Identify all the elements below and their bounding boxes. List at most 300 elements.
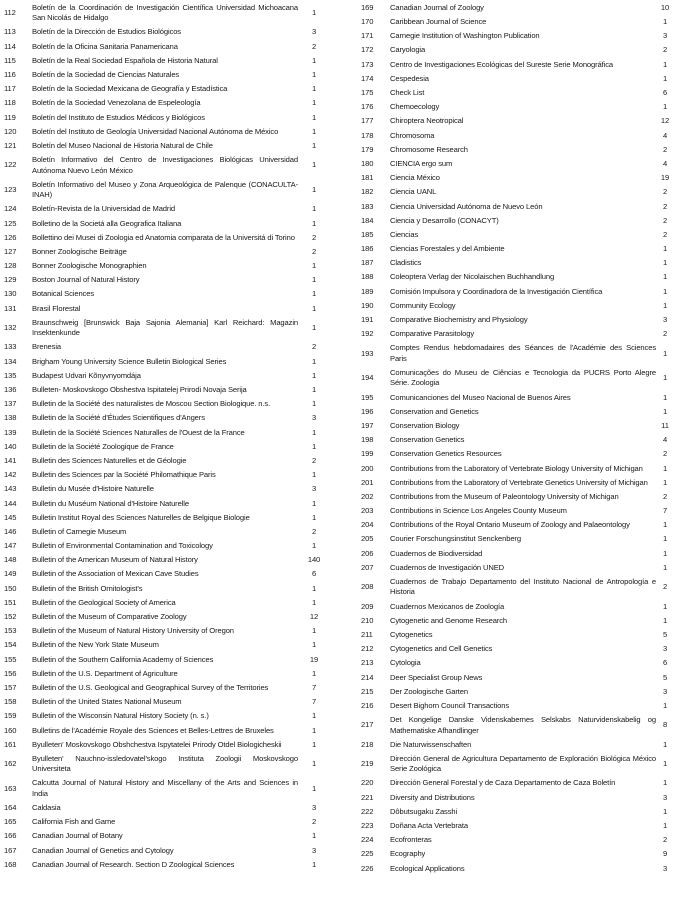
- journal-title: Bulletin of the New York State Museum: [32, 640, 159, 650]
- row-number: 186: [361, 244, 374, 254]
- row-number: 137: [4, 399, 17, 409]
- record-count: 1: [311, 626, 317, 636]
- journal-title: California Fish and Game: [32, 817, 116, 827]
- record-count: 1: [662, 778, 668, 788]
- table-row: [337, 819, 674, 833]
- table-row: [0, 497, 330, 511]
- table-row: [337, 157, 674, 171]
- table-row: [0, 178, 330, 203]
- journal-title: Chiroptera Neotropical: [390, 116, 464, 126]
- row-number: 220: [361, 778, 374, 788]
- record-count: 3: [662, 31, 668, 41]
- record-count: 1: [311, 84, 317, 94]
- record-count: 2: [311, 41, 317, 51]
- table-row: [337, 628, 674, 642]
- table-row: [337, 100, 674, 114]
- table-row: [0, 454, 330, 468]
- table-row: [337, 143, 674, 157]
- table-row: [337, 256, 674, 270]
- table-row: [337, 44, 674, 58]
- record-count: 2: [311, 232, 317, 242]
- journal-title: Community Ecology: [390, 300, 456, 310]
- row-number: 214: [361, 672, 374, 682]
- row-number: 179: [361, 144, 374, 154]
- record-count: 1: [311, 184, 317, 194]
- row-number: 162: [4, 759, 17, 769]
- table-row: [0, 844, 330, 858]
- row-number: 152: [4, 612, 17, 622]
- record-count: 1: [662, 548, 668, 558]
- row-number: 146: [4, 526, 17, 536]
- record-count: 5: [662, 629, 668, 639]
- table-row: [0, 582, 330, 596]
- table-row: [337, 848, 674, 862]
- row-number: 210: [361, 615, 374, 625]
- table-row: [0, 482, 330, 496]
- record-count: 1: [662, 739, 668, 749]
- journal-title: Calcutta Journal of Natural History and Miscellany of the Arts and Sciences in India: [32, 778, 298, 798]
- journal-title: Canadian Journal of Zoology: [390, 2, 484, 12]
- journal-title: Ciencia México: [390, 173, 440, 183]
- table-row: [337, 533, 674, 547]
- journal-title: Ecological Applications: [390, 863, 465, 873]
- journal-title: Dirección General de Agricultura Departamento de Exploración Biológica México Serie Zoológica: [390, 753, 656, 774]
- table-row: [337, 285, 674, 299]
- table-row: [0, 231, 330, 245]
- row-number: 188: [361, 272, 374, 282]
- row-number: 135: [4, 370, 17, 380]
- journal-title: Comptes Rendus hebdomadaires des Séances de l'Académie des Sciences Paris: [390, 343, 656, 363]
- record-count: 1: [311, 859, 317, 869]
- journal-title: Coleoptera Verlag der Nicolaischen Buchhandlung: [390, 272, 555, 282]
- record-count: 1: [662, 272, 668, 282]
- journal-title: Cuadernos Mexicanos de Zoología: [390, 601, 505, 611]
- journal-title: Contributions from the Laboratory of Vertebrate Genetics University of Michigan: [390, 477, 648, 487]
- table-row: [0, 830, 330, 844]
- record-count: 6: [662, 88, 668, 98]
- record-count: 1: [311, 399, 317, 409]
- table-row: [0, 801, 330, 815]
- row-number: 140: [4, 441, 17, 451]
- row-number: 127: [4, 246, 17, 256]
- journal-title: Botanical Sciences: [32, 289, 95, 299]
- row-number: 206: [361, 548, 374, 558]
- record-count: 2: [662, 449, 668, 459]
- journal-title: Contributions in Science Los Angeles County Museum: [390, 506, 567, 516]
- record-count: 12: [309, 612, 319, 622]
- table-row: [0, 653, 330, 667]
- journal-title: Check List: [390, 88, 425, 98]
- row-number: 211: [361, 629, 373, 639]
- record-count: 1: [311, 739, 317, 749]
- journal-title: Boletín de la Oficina Sanitaria Panamericana: [32, 41, 178, 51]
- record-count: 1: [311, 470, 317, 480]
- table-row: [337, 171, 674, 185]
- record-count: 1: [662, 392, 668, 402]
- record-count: 1: [311, 356, 317, 366]
- row-number: 159: [4, 711, 17, 721]
- table-row: [337, 433, 674, 447]
- record-count: 1: [311, 498, 317, 508]
- row-number: 176: [361, 102, 374, 112]
- record-count: 1: [311, 275, 317, 285]
- row-number: 145: [4, 512, 17, 522]
- journal-title: Canadian Journal of Botany: [32, 831, 123, 841]
- row-number: 139: [4, 427, 17, 437]
- row-number: 129: [4, 275, 17, 285]
- row-number: 172: [361, 45, 374, 55]
- row-number: 134: [4, 356, 17, 366]
- record-count: 2: [662, 45, 668, 55]
- row-number: 205: [361, 534, 374, 544]
- record-count: 1: [311, 55, 317, 65]
- journal-title: Bulletin of the Association of Mexican Cave Studies: [32, 569, 199, 579]
- journal-title: Bulletin of the U.S. Department of Agriculture: [32, 668, 178, 678]
- record-count: 1: [311, 140, 317, 150]
- journal-title: Bulletin of the U.S. Geological and Geographical Survey of the Territories: [32, 682, 269, 692]
- record-count: 7: [662, 506, 668, 516]
- record-count: 1: [662, 59, 668, 69]
- row-number: 158: [4, 697, 17, 707]
- journal-title: Conservation Genetics Resources: [390, 449, 502, 459]
- row-number: 149: [4, 569, 17, 579]
- row-number: 115: [4, 55, 16, 65]
- row-number: 216: [361, 700, 374, 710]
- row-number: 164: [4, 803, 17, 813]
- table-row: [337, 738, 674, 752]
- record-count: 3: [311, 803, 317, 813]
- record-count: 2: [311, 526, 317, 536]
- table-row: [337, 299, 674, 313]
- table-row: [337, 805, 674, 819]
- journal-title: Cytogenetics and Cell Genetics: [390, 644, 493, 654]
- record-count: 6: [311, 569, 317, 579]
- table-row: [0, 724, 330, 738]
- table-row: [0, 777, 330, 802]
- record-count: 11: [661, 420, 669, 430]
- table-row: [0, 383, 330, 397]
- journal-title: Deer Specialist Group News: [390, 672, 483, 682]
- table-row: [0, 217, 330, 231]
- record-count: 2: [311, 342, 317, 352]
- row-number: 187: [361, 258, 374, 268]
- table-row: [337, 561, 674, 575]
- row-number: 195: [361, 392, 374, 402]
- table-row: [337, 642, 674, 656]
- row-number: 133: [4, 342, 17, 352]
- record-count: 1: [662, 373, 668, 383]
- journal-title: Bulletin Institut Royal des Sciences Naturelles de Belgique Biologie: [32, 512, 250, 522]
- table-row: [0, 40, 330, 54]
- row-number: 113: [4, 27, 16, 37]
- table-row: [0, 468, 330, 482]
- record-count: 1: [662, 406, 668, 416]
- table-row: [337, 115, 674, 129]
- record-count: 1: [311, 583, 317, 593]
- journal-title: Boletín-Revista de la Universidad de Madrid: [32, 204, 175, 214]
- record-count: 1: [662, 348, 668, 358]
- journal-title: Comunicanciones del Museo Nacional de Buenos Aires: [390, 392, 571, 402]
- table-row: [0, 397, 330, 411]
- record-count: 4: [662, 435, 668, 445]
- journal-title: Ciencias Forestales y del Ambiente: [390, 244, 505, 254]
- row-number: 184: [361, 215, 374, 225]
- table-row: [337, 614, 674, 628]
- journal-title: Cytologia: [390, 658, 421, 668]
- row-number: 151: [4, 597, 17, 607]
- table-row: [0, 97, 330, 111]
- journal-title: Boletín de la Sociedad Venezolana de Espeleología: [32, 98, 201, 108]
- journal-title: Dôbutsugaku Zasshi: [390, 806, 458, 816]
- table-row: [0, 82, 330, 96]
- table-row: [0, 440, 330, 454]
- journal-title: Conservation Biology: [390, 420, 460, 430]
- journal-title: Cuadernos de Investigación UNED: [390, 562, 505, 572]
- record-count: 1: [311, 711, 317, 721]
- record-count: 1: [662, 759, 668, 769]
- journal-title: Conservation and Genetics: [390, 406, 479, 416]
- journal-title: Bulletin of Carnegie Museum: [32, 526, 127, 536]
- journal-title: Centro de Investigaciones Ecológicas del Sureste Serie Monográfica: [390, 59, 613, 69]
- record-count: 1: [311, 160, 317, 170]
- journal-title: Det Kongelige Danske Videnskabernes Selskabs Naturvidenskabelig og Mathematiske Afhandlinger: [390, 715, 656, 735]
- record-count: 2: [311, 246, 317, 256]
- record-count: 8: [662, 720, 668, 730]
- record-count: 2: [662, 582, 668, 592]
- table-row: [337, 185, 674, 199]
- record-count: 1: [311, 204, 317, 214]
- table-row: [0, 302, 330, 316]
- row-number: 163: [4, 783, 17, 793]
- row-number: 118: [4, 98, 16, 108]
- table-row: [0, 511, 330, 525]
- table-row: [337, 462, 674, 476]
- table-row: [0, 610, 330, 624]
- journal-title: Bulletin of the Geological Society of America: [32, 597, 176, 607]
- table-row: [0, 709, 330, 723]
- record-count: 1: [311, 640, 317, 650]
- record-count: 2: [662, 201, 668, 211]
- record-count: 1: [311, 759, 317, 769]
- row-number: 203: [361, 506, 374, 516]
- table-row: [337, 391, 674, 405]
- journal-title: Boletín del Instituto de Geología Universidad Nacional Autónoma de México: [32, 126, 279, 136]
- record-count: 1: [311, 261, 317, 271]
- row-number: 194: [361, 373, 374, 383]
- row-number: 183: [361, 201, 374, 211]
- record-count: 3: [311, 484, 317, 494]
- journal-title: Bulletin de la Société Sciences Naturalles de l'Ouest de la France: [32, 427, 245, 437]
- journal-title: Ecography: [390, 849, 426, 859]
- table-row: [337, 699, 674, 713]
- table-row: [0, 752, 330, 777]
- journal-title: Bonner Zoologische Beiträge: [32, 246, 127, 256]
- record-count: 1: [662, 300, 668, 310]
- row-number: 191: [361, 315, 374, 325]
- row-number: 170: [361, 17, 374, 27]
- table-row: [0, 111, 330, 125]
- record-count: 3: [662, 315, 668, 325]
- journal-title: Comparative Parasitology: [390, 329, 475, 339]
- journal-title: Byulleten' Moskovskogo Obshchestva Ispytatelei Prirody Otdel Biologicheskii: [32, 739, 282, 749]
- record-count: 1: [311, 370, 317, 380]
- row-number: 182: [361, 187, 374, 197]
- table-row: [0, 568, 330, 582]
- row-number: 177: [361, 116, 374, 126]
- row-number: 167: [4, 845, 17, 855]
- record-count: 6: [662, 658, 668, 668]
- table-row: [337, 15, 674, 29]
- table-row: [0, 54, 330, 68]
- row-number: 150: [4, 583, 17, 593]
- row-number: 213: [361, 658, 374, 668]
- journal-title: Brigham Young University Science Bulletin Biological Series: [32, 356, 227, 366]
- journal-title: Bulletin of the British Ornitologist's: [32, 583, 143, 593]
- row-number: 217: [361, 720, 374, 730]
- journal-title: Der Zoologische Garten: [390, 686, 468, 696]
- table-row: [337, 575, 674, 600]
- journal-table-right-column: [337, 1, 674, 876]
- journal-title: Chemoecology: [390, 102, 440, 112]
- record-count: 1: [662, 477, 668, 487]
- record-count: 1: [311, 385, 317, 395]
- record-count: 1: [311, 668, 317, 678]
- table-row: [0, 153, 330, 178]
- journal-title: Canadian Journal of Research. Section D Zoological Sciences: [32, 859, 235, 869]
- row-number: 165: [4, 817, 17, 827]
- record-count: 2: [662, 229, 668, 239]
- record-count: 3: [311, 27, 317, 37]
- journal-title: Braunschweig [Brunswick Baja Sajonia Alemania] Karl Reichard: Magazin Insektenkunde: [32, 317, 298, 338]
- record-count: 1: [311, 289, 317, 299]
- row-number: 120: [4, 126, 17, 136]
- journal-title: Comunicações do Museu de Ciências e Tecnologia da PUCRS Porto Alegre Série. Zoologia: [390, 367, 656, 388]
- record-count: 1: [311, 783, 317, 793]
- table-row: [337, 833, 674, 847]
- table-row: [0, 667, 330, 681]
- journal-title: CIENCIA ergo sum: [390, 158, 453, 168]
- record-count: 3: [662, 792, 668, 802]
- table-row: [337, 656, 674, 670]
- row-number: 222: [361, 806, 374, 816]
- row-number: 208: [361, 582, 374, 592]
- table-row: [0, 125, 330, 139]
- record-count: 2: [662, 491, 668, 501]
- journal-title: Bulletin des Sciences Naturelles et de Géologie: [32, 455, 187, 465]
- record-count: 1: [662, 73, 668, 83]
- table-row: [337, 518, 674, 532]
- record-count: 2: [662, 144, 668, 154]
- table-row: [337, 447, 674, 461]
- row-number: 169: [361, 2, 374, 12]
- journal-title: Courier Forschungsinstitut Senckenberg: [390, 534, 521, 544]
- journal-title: Bulletin of the Museum of Natural History University of Oregon: [32, 626, 234, 636]
- journal-title: Cuadernos de Biodiversidad: [390, 548, 483, 558]
- journal-title: Doñana Acta Vertebrata: [390, 821, 468, 831]
- row-number: 144: [4, 498, 17, 508]
- record-count: 2: [311, 817, 317, 827]
- row-number: 128: [4, 261, 17, 271]
- table-row: [337, 200, 674, 214]
- record-count: 3: [662, 644, 668, 654]
- row-number: 218: [361, 739, 374, 749]
- row-number: 204: [361, 520, 374, 530]
- table-row: [337, 342, 674, 367]
- journal-title: Budapest Udvari Kõnyvnyomdája: [32, 370, 141, 380]
- journal-title: Ciencias: [390, 229, 419, 239]
- journal-title: Bulletin de la Société Zoologique de France: [32, 441, 174, 451]
- row-number: 130: [4, 289, 17, 299]
- record-count: 3: [662, 863, 668, 873]
- record-count: 1: [662, 244, 668, 254]
- journal-title: Bulleten- Moskovskogo Obshestva Ispitatelej Prirodi Novaja Serija: [32, 385, 247, 395]
- journal-title: Caldasia: [32, 803, 61, 813]
- table-row: [337, 1, 674, 15]
- journal-title: Chromosoma: [390, 130, 435, 140]
- table-row: [0, 624, 330, 638]
- table-row: [337, 86, 674, 100]
- table-row: [0, 525, 330, 539]
- table-row: [337, 547, 674, 561]
- record-count: 7: [311, 697, 317, 707]
- table-row: [0, 539, 330, 553]
- journal-title: Boletín de la Sociedad Mexicana de Geografía y Estadística: [32, 84, 228, 94]
- table-row: [0, 288, 330, 302]
- record-count: 3: [662, 686, 668, 696]
- journal-title: Cytogenetic and Genome Research: [390, 615, 508, 625]
- journal-title: Brenesia: [32, 342, 62, 352]
- table-row: [337, 327, 674, 341]
- row-number: 126: [4, 232, 17, 242]
- record-count: 1: [662, 258, 668, 268]
- row-number: 219: [361, 759, 374, 769]
- row-number: 202: [361, 491, 374, 501]
- row-number: 157: [4, 682, 17, 692]
- journal-title: Boletín del Instituto de Estudios Médicos y Biológicos: [32, 112, 205, 122]
- record-count: 140: [307, 555, 321, 565]
- table-row: [337, 777, 674, 791]
- row-number: 154: [4, 640, 17, 650]
- row-number: 173: [361, 59, 374, 69]
- journal-title: Boston Journal of Natural History: [32, 275, 140, 285]
- record-count: 1: [662, 17, 668, 27]
- record-count: 1: [311, 112, 317, 122]
- record-count: 1: [311, 98, 317, 108]
- table-row: [337, 600, 674, 614]
- table-row: [0, 68, 330, 82]
- table-row: [0, 639, 330, 653]
- table-row: [337, 504, 674, 518]
- table-row: [337, 129, 674, 143]
- record-count: 1: [662, 821, 668, 831]
- journal-title: Dirección General Forestal y de Caza Departamento de Caza Boletín: [390, 778, 616, 788]
- journal-title: Canadian Journal of Genetics and Cytology: [32, 845, 174, 855]
- record-count: 2: [311, 455, 317, 465]
- row-number: 189: [361, 286, 374, 296]
- row-number: 141: [4, 455, 17, 465]
- row-number: 185: [361, 229, 374, 239]
- journal-title: Bulletin of the American Museum of Natural History: [32, 555, 198, 565]
- record-count: 1: [662, 102, 668, 112]
- record-count: 1: [662, 463, 668, 473]
- row-number: 131: [4, 303, 17, 313]
- row-number: 124: [4, 204, 17, 214]
- row-number: 199: [361, 449, 374, 459]
- row-number: 212: [361, 644, 374, 654]
- row-number: 223: [361, 821, 374, 831]
- record-count: 1: [311, 126, 317, 136]
- record-count: 1: [662, 700, 668, 710]
